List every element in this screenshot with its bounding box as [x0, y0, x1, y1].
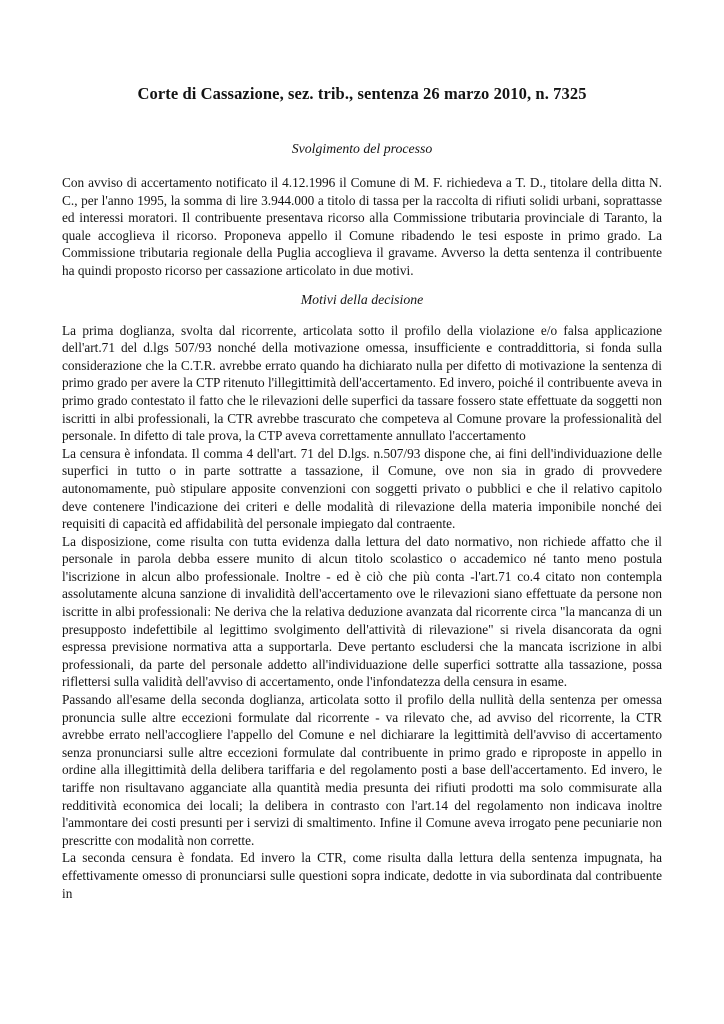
section-heading-motivi-della-decisione: Motivi della decisione [300, 291, 424, 307]
paragraph-svolgimento-1: Con avviso di accertamento notificato il 4.12.1996 il Comune di M. F. richiedeva a T. D., titolare della ditta N. C., per l'anno 1995, la somma di lire 3.944.000 a titolo di tassa per la raccolta di rifiuti solidi urbani, soprattasse ed interessi moratori. Il contribuente presentava ricorso alla Commissione tributaria provinciale di Taranto, la quale accoglieva il ricorso. Proponeva appello il Comune ribadendo le tesi esposte in primo grado. La Commissione tributaria regionale della Puglia accoglieva il gravame. Avverso la detta sentenza il contribuente ha quindi proposto ricorso per cassazione articolato in due motivi. [62, 175, 662, 278]
document-title: Corte di Cassazione, sez. trib., sentenza 26 marzo 2010, n. 7325 [137, 84, 587, 103]
paragraph-motivi-4: Passando all'esame della seconda doglianza, articolata sotto il profilo della nullità della sentenza per omessa pronuncia sulle altre eccezioni formulate dal ricorrente - va rilevato che, ad avviso del ricorrente, la CTR avrebbe errato nell'accogliere l'appello del Comune e nel dichiarare la legittimità dell'avviso di accertamento senza pronunciarsi sulle altre eccezioni formulate dal contribuente in primo grado e riproposte in appello in ordine alla illegittimità della delibera tariffaria e del regolamento posti a base dell'accertamento. Ed invero, le tariffe non risultavano agganciate alla quantità media presunta dei rifiuti prodotti ma solo commisurate alla redditività economica dei locali; la delibera in contrasto con l'art.14 del regolamento non indicava inoltre l'ammontare dei costi presunti per i servizi di smaltimento. Infine il Comune aveva irrogato pene pecuniarie non prescritte con modalità non corrette. [62, 692, 662, 848]
paragraph-motivi-2: La censura è infondata. Il comma 4 dell'art. 71 del D.lgs. n.507/93 dispone che, ai fini dell'individuazione delle superfici in tutto o in parte sottratte a tassazione, il Comune, ove non sia in grado di provvedere autonomamente, può stipulare apposite convenzioni con soggetti privato o pubblici e che il relativo capitolo deve contenere l'indicazione dei criteri e delle modalità di rilevazione della materia imponibile nonché dei requisiti di capacità ed affidabilità del personale impiegato dal contraente. [62, 445, 662, 532]
document-body [62, 174, 662, 902]
paragraph-motivi-5: La seconda censura è fondata. Ed invero la CTR, come risulta dalla lettura della sentenza impugnata, ha effettivamente omesso di pronunciarsi sulle questioni sopra indicate, dedotte in via subordinata dal contribuente in [62, 850, 662, 901]
paragraph-motivi-3: La disposizione, come risulta con tutta evidenza dalla lettura del dato normativo, non richiede affatto che il personale in parola debba essere munito di alcun titolo scolastico o accademico né tanto meno postula l'iscrizione in alcun albo professionale. Inoltre - ed è ciò che più conta -l'art.71 co.4 citato non contempla assolutamente alcuna sanzione di invalidità dell'accertamento ove le rilevazioni siano effettuate da persone non iscritte in albi professionali: Ne deriva che la relativa deduzione avanzata dal ricorrente circa "la mancanza di un presupposto indefettibile al legittimo svolgimento dell'attività di rilevazione" si rivela disancorata da ogni espressa previsione normativa atta a supportarla. Deve pertanto escludersi che la mancata iscrizione in albi professionali, da parte del personale addetto all'individuazione delle superfici sottratte alla tassazione, possa riflettersi sulla validità dell'avviso di accertamento, onde l'infondatezza della censura in esame. [62, 533, 662, 690]
section-heading-svolgimento-del-processo: Svolgimento del processo [291, 141, 433, 156]
paragraph-motivi-1: La prima doglianza, svolta dal ricorrente, articolata sotto il profilo della violazione e/o falsa applicazione dell'art.71 del d.lgs 507/93 nonché della motivazione omessa, insufficiente e contraddittoria, si fonda sulla considerazione che la C.T.R. avrebbe errato quando ha dichiarato nulla per difetto di motivazione la sentenza di primo grado per avere la CTP ritenuto l'illegittimità dell'accertamento. Ed invero, poiché il contribuente aveva in primo grado contestato il fatto che le rilevazioni delle superfici da tassare fossero state effettuate da soggetti non iscritti in albi professionali, la CTR avrebbe trascurato che competeva al Comune provare la professionalità del personale. In difetto di tale prova, la CTP aveva correttamente annullato l'accertamento [62, 322, 662, 444]
